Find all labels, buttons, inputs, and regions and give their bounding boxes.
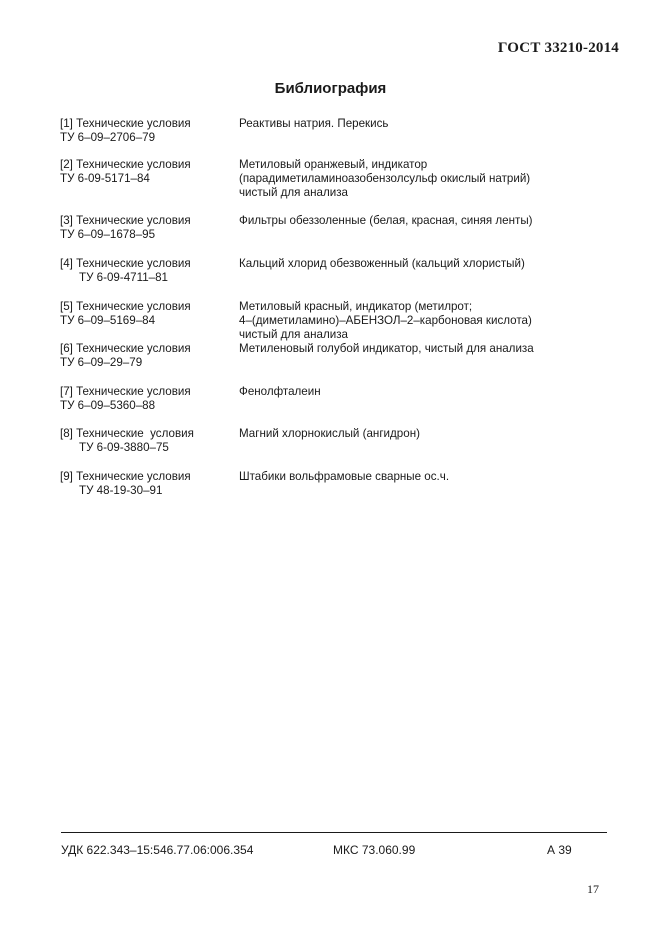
entry-reference bbox=[60, 117, 235, 145]
entry-reference bbox=[60, 214, 235, 242]
entry-tu-code: ТУ 6-09-5171–84 bbox=[60, 172, 150, 185]
entry-tu-code: ТУ 6–09–1678–95 bbox=[60, 228, 156, 241]
entry-description-line: Реактивы натрия. Перекись bbox=[239, 117, 389, 130]
entry-description-line: чистый для анализа bbox=[239, 328, 348, 341]
entry-tu-code: ТУ 6-09-3880–75 bbox=[79, 441, 169, 454]
footer-group: А 39 bbox=[547, 843, 572, 857]
entry-tu-code: ТУ 6-09-4711–81 bbox=[79, 271, 169, 284]
entry-description-line: Кальций хлорид обезвоженный (кальций хлористый) bbox=[239, 257, 525, 270]
footer-udk: УДК 622.343–15:546.77.06:006.354 bbox=[61, 843, 254, 857]
footer-divider bbox=[61, 832, 607, 833]
entry-description bbox=[239, 117, 609, 131]
entry-description bbox=[239, 158, 609, 200]
entry-description bbox=[239, 300, 609, 342]
entry-number-label: [8] Технические условия bbox=[60, 427, 194, 440]
entry-tu-code: ТУ 6–09–2706–79 bbox=[60, 131, 156, 144]
entry-reference bbox=[60, 427, 235, 455]
entry-reference bbox=[60, 342, 235, 370]
entry-tu-code: ТУ 48-19-30–91 bbox=[79, 484, 163, 497]
entry-reference bbox=[60, 470, 235, 498]
entry-number-label: [6] Технические условия bbox=[60, 342, 191, 355]
entry-tu-code: ТУ 6–09–5169–84 bbox=[60, 314, 156, 327]
entry-description bbox=[239, 470, 609, 484]
entry-number-label: [7] Технические условия bbox=[60, 385, 191, 398]
entry-description bbox=[239, 427, 609, 441]
entry-number-label: [9] Технические условия bbox=[60, 470, 191, 483]
entry-description-line: Метиленовый голубой индикатор, чистый для анализа bbox=[239, 342, 534, 355]
entry-description-line: Штабики вольфрамовые сварные ос.ч. bbox=[239, 470, 450, 483]
entry-description-line: 4–(диметиламино)–АБЕНЗОЛ–2–карбоновая кислота) bbox=[239, 314, 532, 327]
entry-reference bbox=[60, 300, 235, 328]
entry-reference bbox=[60, 257, 235, 285]
entry-number-label: [3] Технические условия bbox=[60, 214, 191, 227]
entry-description bbox=[239, 385, 609, 399]
entry-description-line: чистый для анализа bbox=[239, 186, 348, 199]
entry-number-label: [5] Технические условия bbox=[60, 300, 191, 313]
entry-description-line: Метиловый красный, индикатор (метилрот; bbox=[239, 300, 473, 313]
entry-tu-code: ТУ 6–09–5360–88 bbox=[60, 399, 156, 412]
entry-number-label: [1] Технические условия bbox=[60, 117, 191, 130]
page-title: Библиография bbox=[274, 80, 387, 97]
entry-description-line: Метиловый оранжевый, индикатор bbox=[239, 158, 428, 171]
standard-code: ГОСТ 33210-2014 bbox=[497, 40, 619, 56]
entry-description bbox=[239, 214, 609, 228]
entry-number-label: [4] Технические условия bbox=[60, 257, 191, 270]
entry-description-line: Фильтры обеззоленные (белая, красная, синяя ленты) bbox=[239, 214, 533, 227]
entry-reference bbox=[60, 385, 235, 413]
entry-description bbox=[239, 257, 609, 271]
entry-number-label: [2] Технические условия bbox=[60, 158, 191, 171]
entry-description-line: (парадиметиламиноазобензолсульф окислый натрий) bbox=[239, 172, 531, 185]
footer-mks: МКС 73.060.99 bbox=[333, 843, 416, 857]
entry-description-line: Магний хлорнокислый (ангидрон) bbox=[239, 427, 420, 440]
entry-reference bbox=[60, 158, 235, 186]
entry-tu-code: ТУ 6–09–29–79 bbox=[60, 356, 143, 369]
page-number: 17 bbox=[587, 882, 599, 896]
entry-description-line: Фенолфталеин bbox=[239, 385, 321, 398]
entry-description bbox=[239, 342, 609, 356]
